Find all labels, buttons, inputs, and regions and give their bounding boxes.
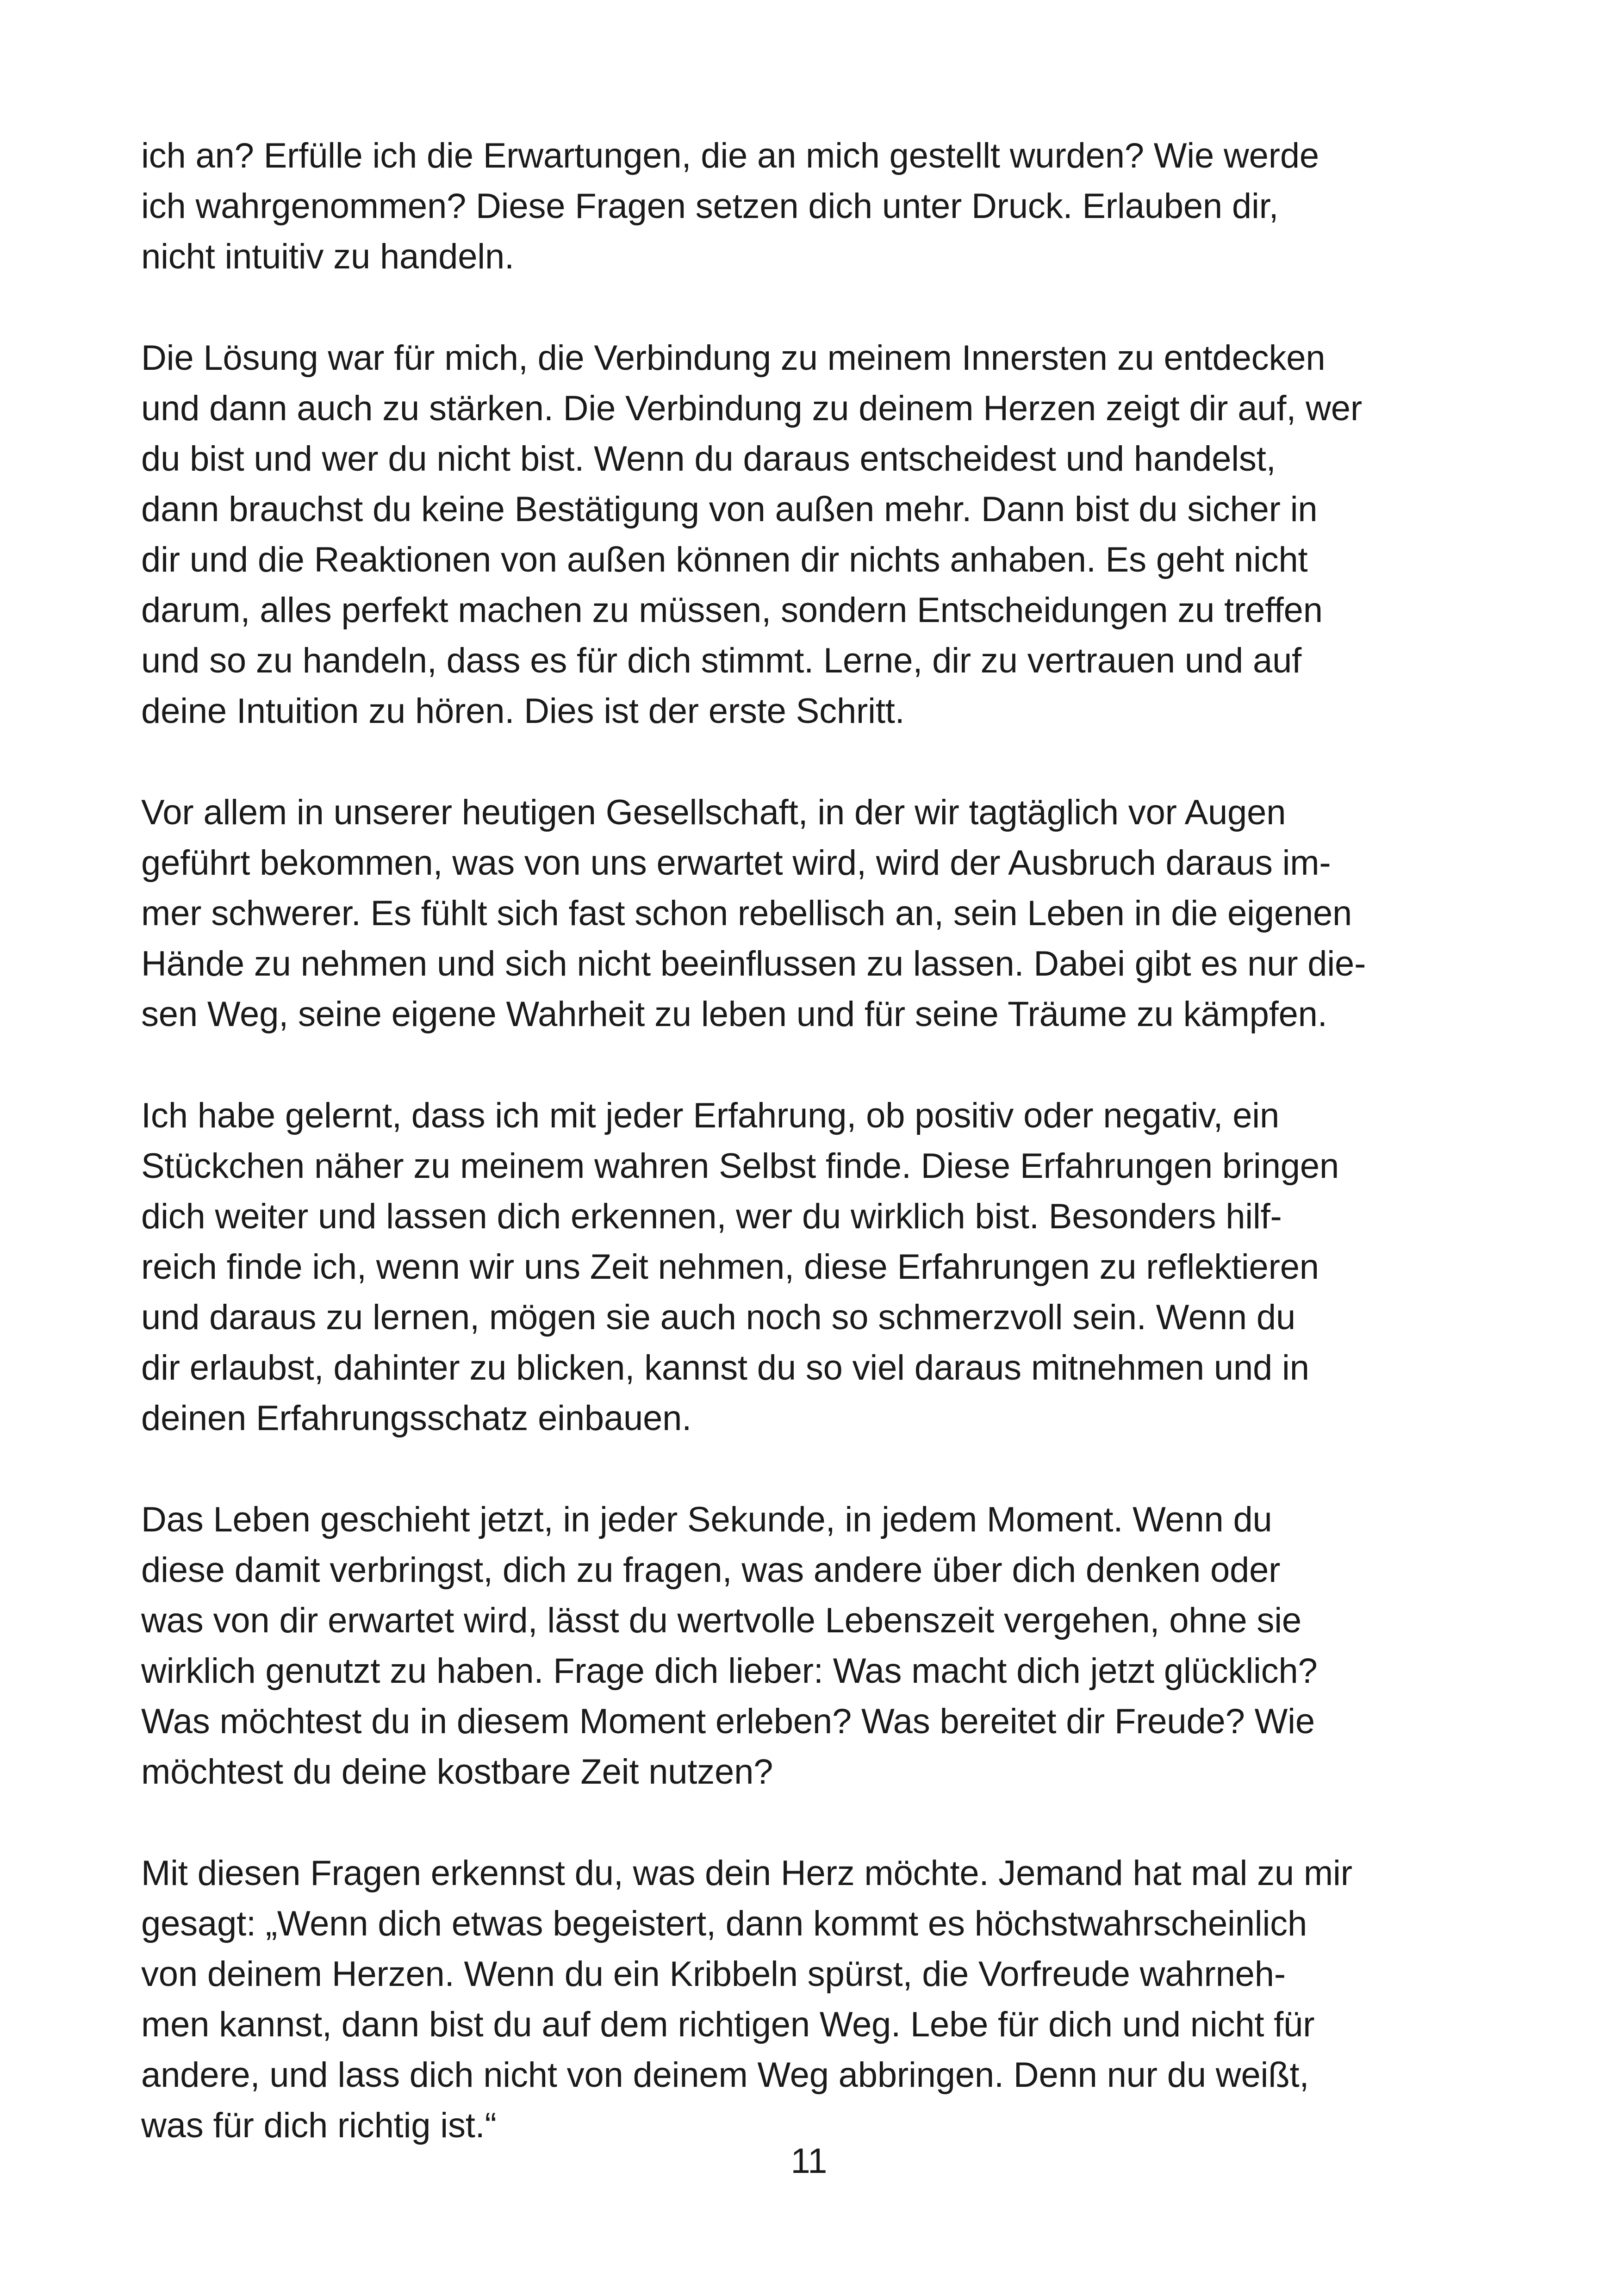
text-line: mer schwerer. Es fühlt sich fast schon rebellisch an, sein Leben in die eigenen xyxy=(141,894,1352,933)
text-line: gesagt: „Wenn dich etwas begeistert, dann kommt es höchstwahrscheinlich xyxy=(141,1904,1307,1943)
paragraph-4 xyxy=(141,1090,1479,1444)
text-line: Mit diesen Fragen erkennst du, was dein Herz möchte. Jemand hat mal zu mir xyxy=(141,1854,1352,1893)
paragraph-1 xyxy=(141,131,1479,282)
text-line: dir und die Reaktionen von außen können dir nichts anhaben. Es geht nicht xyxy=(141,540,1308,579)
text-line: was von dir erwartet wird, lässt du wertvolle Lebenszeit vergehen, ohne sie xyxy=(141,1601,1301,1640)
text-line: dann brauchst du keine Bestätigung von außen mehr. Dann bist du sicher in xyxy=(141,490,1318,529)
text-line: Die Lösung war für mich, die Verbindung zu meinem Innersten zu entdecken xyxy=(141,338,1326,378)
text-line: du bist und wer du nicht bist. Wenn du daraus entscheidest und handelst, xyxy=(141,439,1276,479)
text-line: sen Weg, seine eigene Wahrheit zu leben und für seine Träume zu kämpfen. xyxy=(141,995,1327,1034)
text-line: Was möchtest du in diesem Moment erleben? Was bereitet dir Freude? Wie xyxy=(141,1702,1315,1741)
text-line: ich an? Erfülle ich die Erwartungen, die an mich gestellt wurden? Wie werde xyxy=(141,136,1319,175)
text-line: Ich habe gelernt, dass ich mit jeder Erfahrung, ob positiv oder negativ, ein xyxy=(141,1096,1280,1135)
text-line: was für dich richtig ist.“ xyxy=(141,2106,497,2145)
text-line: dir erlaubst, dahinter zu blicken, kannst du so viel daraus mitnehmen und in xyxy=(141,1348,1309,1388)
text-line: Vor allem in unserer heutigen Gesellschaft, in der wir tagtäglich vor Augen xyxy=(141,793,1286,832)
text-line: andere, und lass dich nicht von deinem Weg abbringen. Denn nur du weißt, xyxy=(141,2055,1309,2095)
text-line: Das Leben geschieht jetzt, in jeder Sekunde, in jedem Moment. Wenn du xyxy=(141,1500,1272,1539)
text-line: darum, alles perfekt machen zu müssen, sondern Entscheidungen zu treffen xyxy=(141,591,1323,630)
text-line: men kannst, dann bist du auf dem richtigen Weg. Lebe für dich und nicht für xyxy=(141,2005,1315,2044)
text-line: diese damit verbringst, dich zu fragen, was andere über dich denken oder xyxy=(141,1550,1281,1590)
text-line: deinen Erfahrungsschatz einbauen. xyxy=(141,1399,692,1438)
text-line: Hände zu nehmen und sich nicht beeinflussen zu lassen. Dabei gibt es nur die- xyxy=(141,944,1366,983)
text-line: geführt bekommen, was von uns erwartet wird, wird der Ausbruch daraus im- xyxy=(141,843,1331,883)
text-line: möchtest du deine kostbare Zeit nutzen? xyxy=(141,1752,773,1792)
page-body xyxy=(141,131,1479,2202)
paragraph-6 xyxy=(141,1848,1479,2151)
text-line: deine Intuition zu hören. Dies ist der erste Schritt. xyxy=(141,691,905,731)
text-line: dich weiter und lassen dich erkennen, wer du wirklich bist. Besonders hilf- xyxy=(141,1197,1282,1236)
text-line: reich finde ich, wenn wir uns Zeit nehmen, diese Erfahrungen zu reflektieren xyxy=(141,1247,1319,1287)
text-line: wirklich genutzt zu haben. Frage dich lieber: Was macht dich jetzt glücklich? xyxy=(141,1651,1318,1691)
text-line: ich wahrgenommen? Diese Fragen setzen dich unter Druck. Erlauben dir, xyxy=(141,187,1279,226)
paragraph-2 xyxy=(141,333,1479,736)
page-number: 11 xyxy=(790,2141,828,2181)
text-line: und so zu handeln, dass es für dich stimmt. Lerne, dir zu vertrauen und auf xyxy=(141,641,1302,680)
text-line: und dann auch zu stärken. Die Verbindung zu deinem Herzen zeigt dir auf, wer xyxy=(141,389,1362,428)
text-line: und daraus zu lernen, mögen sie auch noch so schmerzvoll sein. Wenn du xyxy=(141,1298,1296,1337)
text-line: Stückchen näher zu meinem wahren Selbst finde. Diese Erfahrungen bringen xyxy=(141,1146,1339,1186)
paragraph-3 xyxy=(141,787,1479,1039)
text-line: nicht intuitiv zu handeln. xyxy=(141,237,514,276)
text-line: von deinem Herzen. Wenn du ein Kribbeln spürst, die Vorfreude wahrneh- xyxy=(141,1954,1286,1994)
paragraph-5 xyxy=(141,1494,1479,1797)
